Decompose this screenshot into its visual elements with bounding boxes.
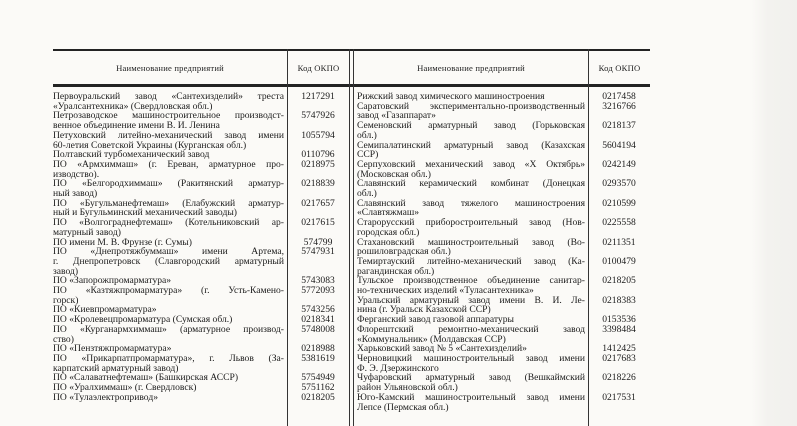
enterprise-name-line: завод «Газаппарат» [357, 110, 436, 122]
enterprise-name-line: ПО «Днепротяжбуммаш» имени Артема, [53, 246, 284, 258]
enterprise-name-line: ПО «Армхиммаш» (г. Ереван, арматурное про- [53, 158, 284, 170]
enterprise-name-line: ный завод) [53, 188, 98, 200]
okpo-code: 0153536 [602, 314, 636, 326]
enterprise-name-line: Славянский завод тяжелого машиностроения [357, 197, 585, 209]
enterprise-name-line: Стахановский машиностроительный завод (Во- [357, 236, 585, 248]
enterprise-name-line: «Славтяжмаш» [357, 207, 420, 219]
enterprise-name [53, 393, 287, 403]
enterprise-name [53, 131, 287, 150]
enterprise-name [354, 238, 588, 257]
enterprise-name-line: ство) [53, 333, 74, 345]
okpo-code: 0225558 [602, 217, 636, 229]
enterprise-name [354, 373, 588, 392]
enterprise-name-line: Славянский керамический комбинат (Донецкая [357, 178, 585, 190]
enterprise-name [354, 296, 588, 315]
okpo-code: 5772093 [301, 285, 335, 297]
enterprise-name-line: ССР) [357, 149, 379, 161]
okpo-code: 0210599 [602, 197, 636, 209]
enterprise-name [53, 179, 287, 198]
okpo-code: 0100479 [602, 255, 636, 267]
okpo-code: 0218137 [602, 120, 636, 132]
enterprise-name-line: ПО «Курганармхиммаш» (арматурное производ- [53, 323, 284, 335]
enterprise-name-line: «Коммунальник» (Молдавская ССР) [357, 333, 506, 345]
header-left-name: Наименование предприятий [116, 62, 224, 73]
enterprise-name-line: Лепсе (Пермская обл.) [357, 401, 449, 413]
okpo-code: 0218975 [301, 158, 335, 170]
enterprise-name-line: но-технических изделий «Туласантехника» [357, 285, 534, 297]
enterprise-name [53, 286, 287, 305]
table-right-column [354, 92, 650, 412]
enterprise-name-line: Семеновский арматурный завод (Горьковская [357, 120, 585, 132]
enterprise-name-line: Петуховский литейно-механический завод имени [53, 129, 284, 141]
enterprise-name [354, 257, 588, 276]
okpo-code: 0218383 [602, 294, 636, 306]
enterprise-name-line: Первоуральский завод «Сантехизделий» треста [53, 91, 284, 102]
enterprise-name [354, 354, 588, 373]
enterprise-name-line: Саратовский экспериментально-производственный [357, 100, 585, 112]
scan-edge-shading [751, 0, 797, 426]
okpo-code: 5751162 [301, 382, 335, 394]
okpo-code: 5747926 [301, 110, 335, 122]
enterprise-name-line: Юго-Камский машиностроительный завод имени [357, 391, 585, 403]
okpo-code: 0218988 [301, 343, 335, 355]
enterprise-name-line: ПО «Пензтяжпромарматура» [53, 343, 172, 355]
okpo-code: 5381619 [301, 352, 335, 364]
enterprise-name-line: ПО «Салаватнефтемаш» (Башкирская АССР) [53, 372, 239, 384]
enterprise-name-line: ПО «Прикарпатпромарматура», г. Львов (За- [53, 352, 284, 364]
okpo-code: 0218341 [301, 314, 335, 326]
enterprise-name-line: обл.) [357, 188, 377, 200]
enterprise-name-line: нина (г. Уральск Казахской ССР) [357, 304, 491, 316]
enterprise-name-line: Чуфаровский арматурный завод (Вешкаймский [357, 372, 585, 384]
enterprise-name [354, 325, 588, 344]
enterprise-name-line: Уральский арматурный завод имени В. И. Ле- [357, 294, 585, 306]
okpo-code: 5743256 [301, 304, 335, 316]
enterprise-name-line: ный и Бугульминский механический заводы) [53, 207, 237, 219]
enterprise-name-line: завод) [53, 265, 79, 277]
enterprise-name-line: Петрозаводское машиностроительное производст- [53, 110, 284, 122]
enterprise-name-line: обл.) [357, 129, 377, 141]
enterprise-name-line: ПО «Бугульманефтемаш» (Елабужский арматур- [53, 197, 284, 209]
enterprise-name-line: ПО «Тулаэлектропривод» [53, 391, 159, 403]
enterprise-name [53, 325, 287, 344]
okpo-code: 0218205 [602, 275, 636, 287]
okpo-code: 3216766 [602, 100, 636, 112]
okpo-code: 0217531 [602, 391, 636, 403]
table-top-rule [53, 49, 650, 51]
enterprise-name [354, 199, 588, 218]
okpo-code: 1217291 [301, 91, 335, 102]
enterprise-name-line: изводство). [53, 168, 100, 180]
enterprise-name [53, 247, 287, 276]
enterprise-name-line: Темиртауский литейно-механический завод (Ка- [357, 255, 585, 267]
enterprise-name [53, 111, 287, 130]
enterprise-name-line: карпатский арматурный завод) [53, 362, 179, 374]
enterprise-name-line: Рижский завод химического машиностроения [357, 91, 545, 102]
enterprise-name [53, 160, 287, 179]
okpo-code: 5604194 [602, 139, 636, 151]
enterprise-name-line: район Ульяновской обл.) [357, 382, 458, 394]
enterprise-name-line: Черновицкий машиностроительный завод имени [357, 352, 585, 364]
enterprise-name-line: 60-летия Советской Украины (Курганская обл.) [53, 139, 247, 151]
okpo-code: 0211351 [602, 236, 636, 248]
enterprise-name-line: ПО имени М. В. Фрунзе (г. Сумы) [53, 236, 192, 248]
enterprise-name-line: городская обл.) [357, 226, 420, 238]
enterprise-name-line: Полтавский турбомеханический завод [53, 149, 210, 161]
enterprise-name-line: ПО «Уралхиммаш» (г. Свердловск) [53, 382, 197, 394]
header-right-code: Код ОКПО [598, 62, 641, 73]
okpo-code: 0217657 [301, 197, 335, 209]
enterprise-name [354, 141, 588, 160]
enterprise-name [354, 218, 588, 237]
enterprise-name-line: Флорештский ремонтно-механический завод [357, 323, 585, 335]
center-double-divider-outer [349, 49, 350, 426]
enterprise-name [354, 102, 588, 121]
enterprise-name-line: Серпуховский механический завод «Х Октябрь» [357, 158, 585, 170]
enterprise-name-line: рагандинская обл.) [357, 265, 435, 277]
okpo-code: 0217683 [602, 352, 636, 364]
enterprise-name-line: Харьковский завод № 5 «Сантехизделий» [357, 343, 527, 355]
enterprise-name-line: ПО «Киевпромарматура» [53, 304, 157, 316]
okpo-code: 1412425 [602, 343, 636, 355]
enterprise-name-line: венное объединение имени В. И. Ленина [53, 120, 220, 132]
okpo-code: 1055794 [301, 129, 335, 141]
enterprise-name-line: рошиловградская обл.) [357, 246, 451, 258]
enterprise-okpo-table [53, 49, 650, 426]
enterprise-name [53, 218, 287, 237]
enterprise-name [354, 276, 588, 295]
okpo-code: 0242149 [602, 158, 636, 170]
enterprise-name [354, 160, 588, 179]
enterprise-name [354, 393, 588, 412]
enterprise-name [354, 179, 588, 198]
okpo-code: 0218839 [301, 178, 335, 190]
enterprise-name [354, 121, 588, 140]
enterprise-name-line: Семипалатинский арматурный завод (Казахская [357, 139, 585, 151]
okpo-code: 3398484 [602, 323, 636, 335]
enterprise-name [53, 92, 287, 111]
okpo-code: 0218226 [602, 372, 636, 384]
enterprise-name-line: Ф. Э. Дзержинского [357, 362, 439, 374]
enterprise-name-line: «Уралсантехника» (Свердловская обл.) [53, 100, 213, 112]
okpo-code: 5743083 [301, 275, 335, 287]
okpo-code: 0217458 [602, 91, 636, 102]
okpo-code: 0110796 [301, 149, 335, 161]
enterprise-name-line: ПО «Запорожпромарматура» [53, 275, 172, 287]
header-left-code: Код ОКПО [297, 62, 340, 73]
enterprise-name-line: Тульское производственное объединение санитар- [357, 275, 585, 287]
enterprise-name-line: г. Днепропетровск (Славгородский арматурный [53, 255, 284, 267]
okpo-code: 0218205 [301, 391, 335, 403]
table-left-column [53, 92, 349, 403]
enterprise-name-line: ПО «Казтяжпромарматура» (г. Усть-Камено- [53, 285, 284, 297]
table-header-rule [53, 84, 650, 87]
enterprise-name-line: Старорусский приборостроительный завод (Нов- [357, 217, 585, 229]
enterprise-name-line: горск) [53, 294, 79, 306]
enterprise-name-line: ПО «Волгограднефтемаш» (Котельниковский ар- [53, 217, 284, 229]
okpo-code: 574799 [303, 236, 333, 248]
okpo-code: 5754949 [301, 372, 335, 384]
okpo-code: 5747931 [301, 246, 335, 258]
header-right-name: Наименование предприятий [417, 62, 525, 73]
enterprise-name-line: ПО «Белгородхиммаш» (Ракитянский арматур- [53, 178, 284, 190]
enterprise-name-line: ПО «Кролевецпромарматура (Сумская обл.) [53, 314, 233, 326]
enterprise-name [53, 354, 287, 373]
enterprise-name-line: (Московская обл.) [357, 168, 431, 180]
okpo-code: 5748008 [301, 323, 335, 335]
enterprise-name-line: матурный завод) [53, 226, 121, 238]
okpo-code: 0217615 [301, 217, 335, 229]
okpo-code: 0293570 [602, 178, 636, 190]
enterprise-name-line: Ферганский завод газовой аппаратуры [357, 314, 514, 326]
enterprise-name [53, 199, 287, 218]
